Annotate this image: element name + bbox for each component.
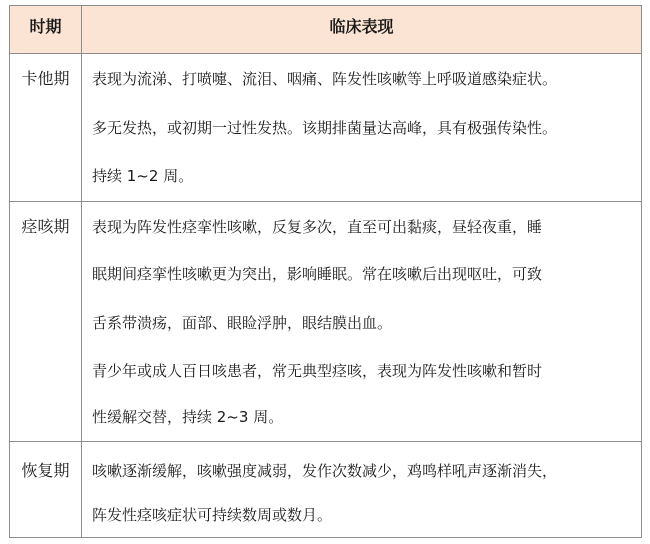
description-line: 眠期间痉挛性咳嗽更为突出，影响睡眠。常在咳嗽后出现呕吐，可致 <box>92 265 543 283</box>
table-row-paroxysmal <box>10 202 641 442</box>
header-cell-period <box>10 6 82 53</box>
description-line: 舌系带溃疡，面部、眼睑浮肿，眼结膜出血。 <box>92 314 393 332</box>
description-line: 阵发性痉咳症状可持续数周或数月。 <box>92 506 333 524</box>
phase-cell <box>10 54 82 201</box>
table-row-recovery <box>10 442 641 537</box>
table-header-row <box>10 6 641 54</box>
header-manifestation-label: 临床表现 <box>329 17 394 36</box>
phase-cell <box>10 442 82 537</box>
description-cell <box>82 54 641 201</box>
description-line: 咳嗽逐渐缓解，咳嗽强度减弱，发作次数减少，鸡鸣样吼声逐渐消失， <box>92 462 558 480</box>
description-cell <box>82 442 641 537</box>
phase-label: 卡他期 <box>21 69 70 88</box>
description-line: 持续 1~2 周。 <box>92 167 194 185</box>
description-cell <box>82 202 641 441</box>
header-cell-manifestation <box>82 6 641 53</box>
description-line: 青少年或成人百日咳患者，常无典型痉咳，表现为阵发性咳嗽和暂时 <box>92 362 543 380</box>
description-line: 表现为流涕、打喷嚏、流泪、咽痛、阵发性咳嗽等上呼吸道感染症状。 <box>92 70 558 88</box>
header-period-label: 时期 <box>29 17 62 36</box>
clinical-table <box>9 5 642 538</box>
description-line: 表现为阵发性痉挛性咳嗽，反复多次，直至可出黏痰，昼轻夜重，睡 <box>92 218 543 236</box>
phase-cell <box>10 202 82 441</box>
description-line: 性缓解交替，持续 2~3 周。 <box>92 408 284 426</box>
table-row-catarrhal <box>10 54 641 202</box>
phase-label: 恢复期 <box>21 461 70 480</box>
description-line: 多无发热，或初期一过性发热。该期排菌量达高峰，具有极强传染性。 <box>92 119 558 137</box>
phase-label: 痉咳期 <box>21 217 70 236</box>
